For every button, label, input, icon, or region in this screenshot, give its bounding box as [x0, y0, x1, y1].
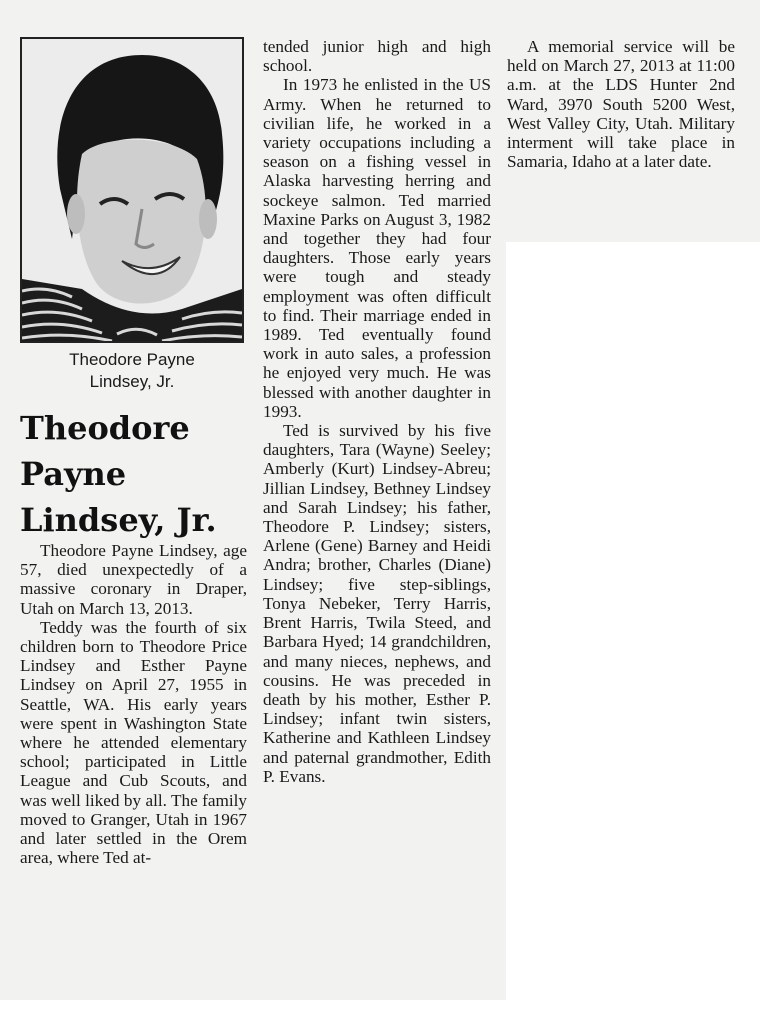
photo-caption — [20, 349, 244, 393]
photo-caption-line2: Lindsey, Jr. — [89, 372, 175, 391]
column-2 — [263, 37, 491, 786]
paragraph-survivors: Ted is survived by his five daughters, Tara (Wayne) Seeley; Amberly (Kurt) Lindsey-Abreu; Jillian Lindsey, Bethney Lindsey and Sarah Lindsey; his father, Theodore P. Lindsey; sisters, Arlene (Gene) Barney and Heidi Andra; brother, Charles (Diane) Lindsey; five step-siblings, Tonya Nebeker, Terry Harris, Brent Harris, Twila Steed, and Barbara Hyed; 14 grandchildren, and many nieces, nephews, and cousins. He was preceded in death by his mother, Esther P. Lindsey; infant twin sisters, Katherine and Kathleen Lindsey and paternal grandmother, Edith P. Evans. — [263, 421, 491, 786]
portrait-photo — [20, 37, 244, 343]
obituary-headline — [20, 405, 250, 543]
headline-line1: Theodore — [20, 409, 190, 447]
column-1 — [20, 541, 247, 867]
paragraph-early-life: Teddy was the fourth of six children born to Theodore Price Lindsey and Esther Payne Lindsey on April 27, 1955 in Seattle, WA. His early years were spent in Washington State where he attended elementary school; participated in Little League and Cub Scouts, and was well liked by all. The family moved to Granger, Utah in 1967 and later settled in the Orem area, where Ted at- — [20, 617, 247, 868]
paragraph-early-life-continued: tended junior high and high school. — [263, 37, 491, 76]
portrait-image — [22, 39, 242, 341]
column-3 — [507, 37, 735, 171]
headline-line2: Payne — [20, 455, 127, 493]
headline-line3: Lindsey, Jr. — [20, 501, 217, 539]
paragraph-career-and-family: In 1973 he enlisted in the US Army. When he returned to civilian life, he worked in a variety occupations including a season on a fishing vessel in Alaska harvesting herring and sockeye salmon. Ted married Maxine Parks on August 3, 1982 and together they had four daughters. Those early years were tough and steady employment was often difficult to find. Their marriage ended in 1989. Ted eventually found work in auto sales, a profession he enjoyed very much. He was blessed with another daughter in 1993. — [263, 75, 491, 421]
paragraph-memorial-service: A memorial service will be held on March 27, 2013 at 11:00 a.m. at the LDS Hunter 2nd Ward, 3970 South 5200 West, West Valley City, Utah. Military interment will take place in Samaria, Idaho at a later date. — [507, 37, 735, 172]
paragraph-death-announcement: Theodore Payne Lindsey, age 57, died unexpectedly of a massive coronary in Draper, Utah on March 13, 2013. — [20, 541, 247, 618]
photo-caption-line1: Theodore Payne — [69, 350, 195, 369]
